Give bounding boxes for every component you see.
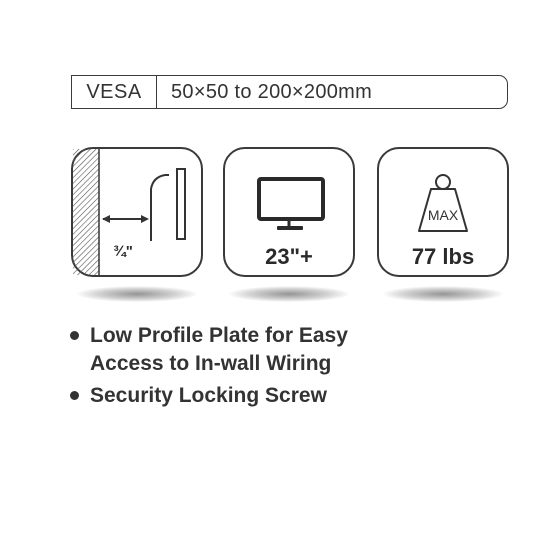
max-badge: MAX [427,207,459,223]
vesa-label: VESA [72,76,157,108]
tile-shadow [383,286,503,302]
feature-text: Access to In-wall Wiring [90,352,332,375]
profile-depth-label: ¾" [113,243,133,260]
weight-capacity-label: 77 lbs [411,244,475,269]
vesa-spec-bar [71,75,508,109]
profile-depth-tile [71,147,203,277]
screen-size-tile [223,147,355,277]
feature-list [70,322,348,414]
list-item [70,382,348,410]
feature-text: Low Profile Plate for Easy [90,324,348,347]
tile-shadow [229,286,349,302]
weight-capacity-tile [377,147,509,277]
feature-text: Security Locking Screw [90,384,327,407]
screen-size-label: 23"+ [265,244,313,269]
list-item [70,322,348,378]
bullet-icon [70,331,79,340]
tile-shadow [77,286,197,302]
vesa-value: 50×50 to 200×200mm [171,80,373,103]
bullet-icon [70,391,79,400]
